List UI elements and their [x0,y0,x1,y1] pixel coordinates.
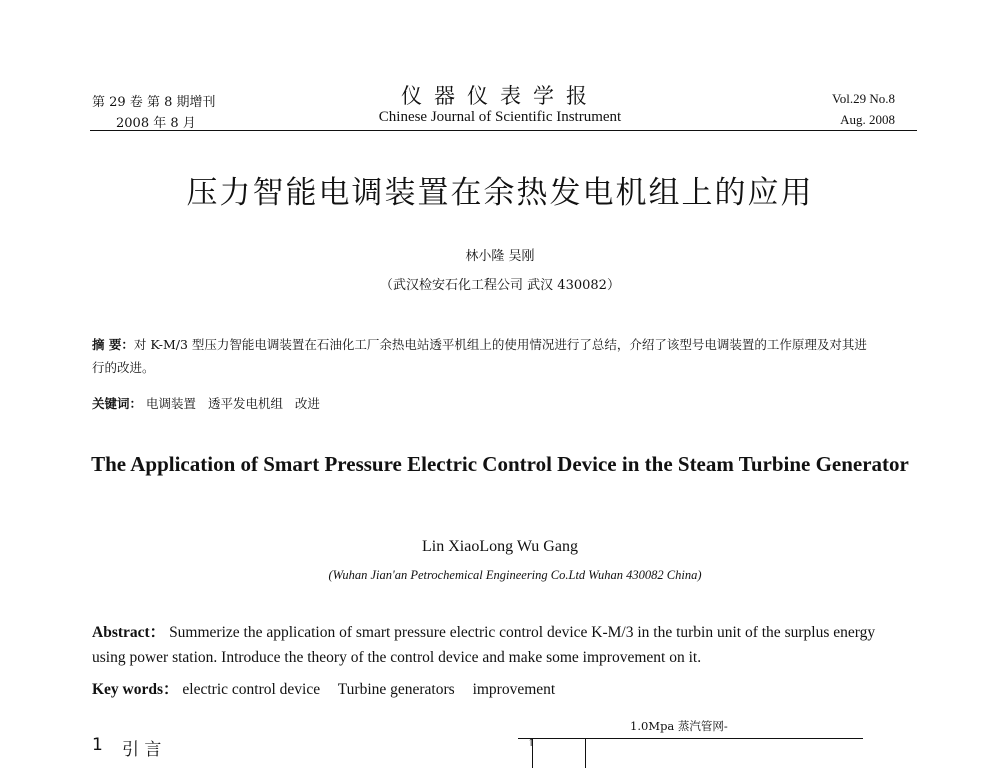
journal-name-cn: 仪器仪表学报 [401,84,599,108]
abstract-cn [92,333,872,379]
keywords-label-cn: 关键词： [92,396,143,411]
abstract-text-en: Summerize the application of smart pressure electric control device K-M/3 in the turbin unit of the surplus energy using power station. Introduce the theory of the control device and make some improvement on it. [92,624,876,666]
authors-en: Lin XiaoLong Wu Gang [422,538,578,555]
abstract-text-cn: 对 K-M/3 型压力智能电调装置在石油化工厂余热电站透平机组上的使用情况进行了总结，介绍了该型号电调装置的工作原理及对其进行的改进。 [92,337,867,375]
keyword-cn: 透平发电机组 [207,396,283,411]
affiliation-en: (Wuhan Jian'an Petrochemical Engineering Co.Ltd Wuhan 430082 China) [328,568,702,582]
keyword-en: electric control device [182,681,321,698]
figure-label: 1.0Mpa 蒸汽管网- [630,719,728,733]
abstract-label-cn: 摘 要： [92,337,134,352]
paper-title-cn: 压力智能电调装置在余热发电机组上的应用 [186,175,814,211]
keywords-cn [92,394,320,412]
affiliation-cn: （武汉检安石化工程公司 武汉 430082） [380,278,620,293]
keyword-cn: 改进 [294,396,320,411]
keyword-cn: 电调装置 [146,396,197,411]
authors-cn: 林小隆 吴刚 [465,249,535,264]
figure-pipe-branch [585,738,586,768]
section-title: 引 言 [122,740,162,760]
arrow-up-icon: ↑ [527,738,536,749]
keywords-label-en: Key words： [92,681,179,698]
journal-volume-issue: 第 29 卷 第 8 期增刊 [92,95,216,110]
abstract-en [92,620,912,670]
journal-date-en: Aug. 2008 [840,112,895,127]
journal-volume-en: Vol.29 No.8 [832,91,895,106]
journal-date-cn: 2008 年 8 月 [116,116,196,131]
paper-title-en: The Application of Smart Pressure Electric Control Device in the Steam Turbine Generator [91,452,909,476]
journal-name-en: Chinese Journal of Scientific Instrument [378,109,622,125]
keywords-en [92,677,569,699]
keyword-en: Turbine generators [337,681,455,698]
figure-pipe-line [518,738,863,739]
header-rule [90,130,917,131]
abstract-label-en: Abstract： [92,624,166,641]
keyword-en: improvement [472,681,556,698]
section-number: 1 [92,735,103,755]
